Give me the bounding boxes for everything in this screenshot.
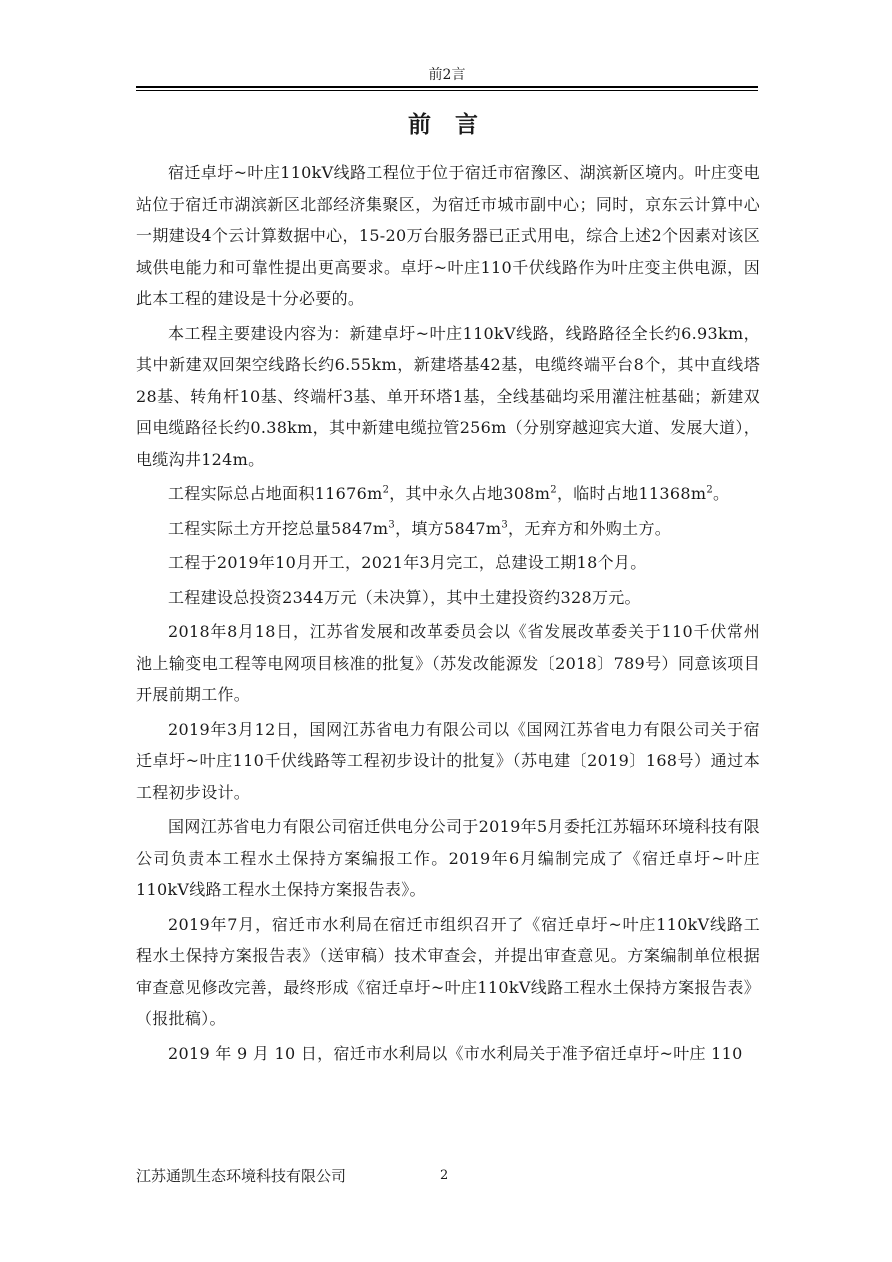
earthwork-text-c: ，无弃方和外购土方。 (508, 518, 672, 538)
page-number: 2 (440, 1168, 449, 1183)
paragraph-investment: 工程建设总投资2344万元（未决算），其中土建投资约328万元。 (168, 587, 641, 607)
header-rule-thick (136, 86, 758, 88)
earthwork-text-a: 工程实际土方开挖总量5847m (168, 518, 389, 538)
paragraph-commission: 国网江苏省电力有限公司宿迁供电分公司于2019年5月委托江苏辐环环境科技有限公司负责本工程水土保持方案编报工作。2019年6月编制完成了《宿迁卓圩~叶庄110kV线路工程水土保持方案报告表》。 (136, 817, 760, 899)
paragraph-schedule: 工程于2019年10月开工，2021年3月完工，总建设工期18个月。 (168, 553, 647, 572)
paragraph-review-meeting: 2019年7月，宿迁市水利局在宿迁市组织召开了《宿迁卓圩~叶庄110kV线路工程水土保持方案报告表》（送审稿）技术审查会，并提出审查意见。方案编制单位根据审查意见修改完善，最终形成《宿迁卓圩~叶庄110kV线路工程水土保持方案报告表》（报批稿）。 (136, 914, 760, 1028)
superscript-2: 2 (706, 484, 713, 496)
page-title: 前 言 (407, 111, 486, 138)
paragraph-earthwork (136, 513, 760, 545)
superscript-2: 2 (550, 484, 557, 496)
earthwork-text-b: ，填方5847m (395, 518, 502, 538)
footer-company: 江苏通凯生态环境科技有限公司 (136, 1167, 347, 1185)
land-area-text-b: ，其中永久占地308m (389, 484, 551, 503)
land-area-text-c: ，临时占地11368m (556, 484, 707, 503)
paragraph-project-location: 宿迁卓圩~叶庄110kV线路工程位于位于宿迁市宿豫区、湖滨新区境内。叶庄变电站位于宿迁市湖滨新区北部经济集聚区，为宿迁市城市副中心；同时，京东云计算中心一期建设4个云计算数据中心，15-20万台服务器已正式用电，综合上述2个因素对该区域供电能力和可靠性提出更高要求。卓圩~叶庄110千伏线路作为叶庄变主供电源，因此本工程的建设是十分必要的。 (136, 163, 760, 308)
paragraph-approval-2018: 2018年8月18日，江苏省发展和改革委员会以《省发展改革委关于110千伏常州池上输变电工程等电网项目核准的批复》（苏发改能源发〔2018〕789号）同意该项目开展前期工作。 (136, 622, 760, 704)
paragraph-design-approval-2019: 2019年3月12日，国网江苏省电力有限公司以《国网江苏省电力有限公司关于宿迁卓圩~叶庄110千伏线路等工程初步设计的批复》（苏电建〔2019〕168号）通过本工程初步设计。 (136, 719, 760, 802)
paragraph-construction-content: 本工程主要建设内容为：新建卓圩~叶庄110kV线路，线路路径全长约6.93km，其中新建双回架空线路长约6.55km，新建塔基42基，电缆终端平台8个，其中直线塔28基、转角杆10基、终端杆3基、单开环塔1基，全线基础均采用灌注桩基础；新建双回电缆路径长约0.38km，其中新建电缆拉管256m（分别穿越迎宾大道、发展大道），电缆沟井124m。 (136, 323, 760, 469)
superscript-3: 3 (388, 519, 396, 531)
land-area-text-d: 。 (712, 484, 730, 503)
superscript-2: 2 (382, 484, 390, 496)
land-area-text-a: 工程实际总占地面积11676m (168, 484, 383, 503)
header-rule-thin (136, 90, 758, 91)
paragraph-land-area (136, 478, 760, 510)
document-body (136, 157, 760, 1069)
running-header: 前2言 (428, 67, 466, 83)
paragraph-final-approval: 2019 年 9 月 10 日，宿迁市水利局以《市水利局关于准予宿迁卓圩~叶庄 110 (168, 1043, 743, 1063)
superscript-3: 3 (501, 519, 509, 531)
